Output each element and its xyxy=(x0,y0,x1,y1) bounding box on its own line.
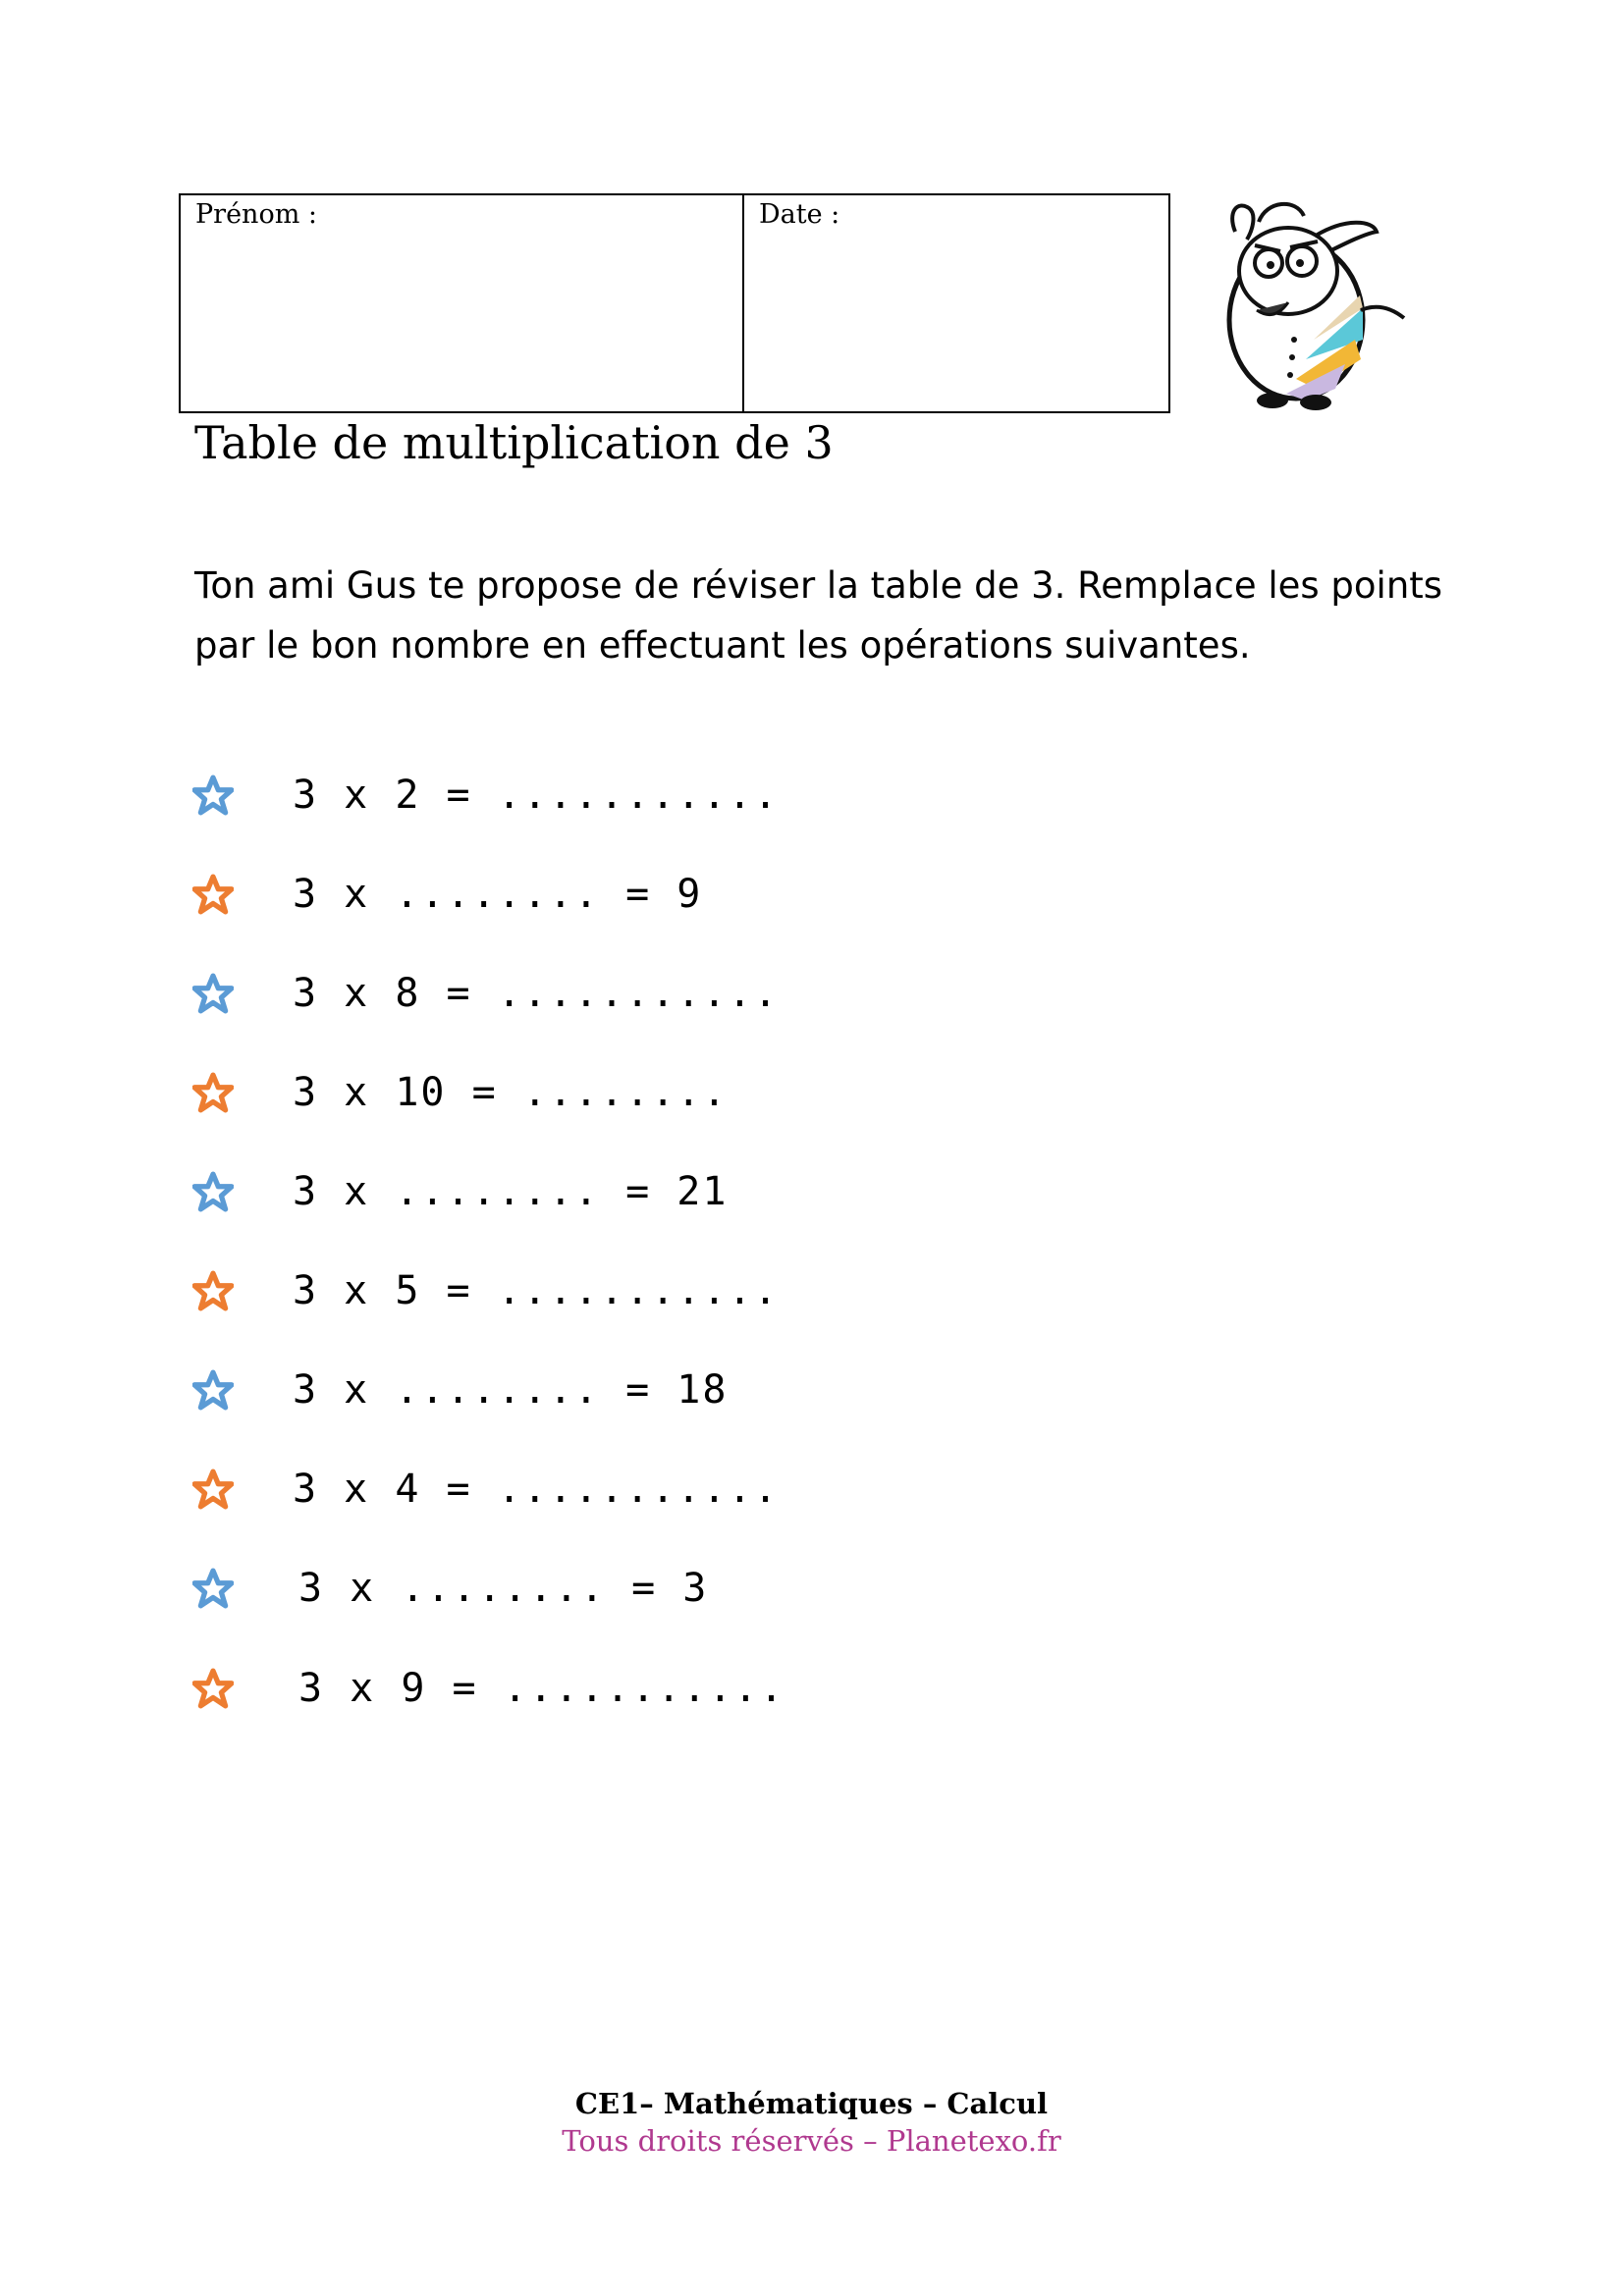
exercise-row[interactable] xyxy=(192,964,780,1023)
exercise-row[interactable] xyxy=(192,1261,780,1320)
orange-star-icon xyxy=(192,1072,234,1113)
exercise-row[interactable] xyxy=(192,1361,728,1419)
instructions-line-2: par le bon nombre en effectuant les opérations suivantes. xyxy=(194,624,1251,667)
date-field[interactable] xyxy=(744,195,1168,411)
prenom-label: Prénom : xyxy=(195,199,317,230)
instructions xyxy=(194,556,1471,675)
blue-star-icon xyxy=(192,1171,234,1212)
equation: 3 x 9 = ........... xyxy=(298,1666,785,1711)
blue-star-icon xyxy=(192,1369,234,1411)
exercise-row[interactable] xyxy=(192,766,780,825)
equation: 3 x ........ = 3 xyxy=(298,1566,709,1611)
equation: 3 x 4 = ........... xyxy=(293,1467,780,1512)
equation: 3 x ........ = 18 xyxy=(293,1367,729,1413)
footer-copyright: Tous droits réservés – Planetexo.fr xyxy=(562,2124,1061,2158)
instructions-line-1: Ton ami Gus te propose de réviser la table de 3. Remplace les points xyxy=(194,564,1443,607)
exercise-row[interactable] xyxy=(192,865,702,924)
blue-star-icon xyxy=(192,1568,234,1609)
orange-star-icon xyxy=(192,1668,234,1709)
footer xyxy=(0,2087,1623,2158)
orange-star-icon xyxy=(192,1270,234,1311)
date-label: Date : xyxy=(759,199,840,230)
exercise-row[interactable] xyxy=(192,1659,785,1718)
blue-star-icon xyxy=(192,774,234,816)
exercise-row[interactable] xyxy=(192,1162,728,1221)
orange-star-icon xyxy=(192,1468,234,1510)
page-title: Table de multiplication de 3 xyxy=(194,416,834,469)
exercise-row[interactable] xyxy=(192,1063,728,1122)
equation: 3 x 5 = ........... xyxy=(293,1268,780,1313)
equation: 3 x 8 = ........... xyxy=(293,971,780,1016)
equation: 3 x ........ = 9 xyxy=(293,872,703,917)
exercise-row[interactable] xyxy=(192,1460,780,1519)
gus-sheep-mascot-icon xyxy=(1198,192,1414,418)
name-date-table xyxy=(179,193,1170,413)
exercise-row[interactable] xyxy=(192,1559,708,1618)
orange-star-icon xyxy=(192,874,234,915)
prenom-field[interactable] xyxy=(181,195,744,411)
blue-star-icon xyxy=(192,973,234,1014)
equation: 3 x ........ = 21 xyxy=(293,1169,729,1214)
equation: 3 x 10 = ........ xyxy=(293,1070,729,1115)
footer-course: CE1– Mathématiques – Calcul xyxy=(574,2087,1049,2120)
equation: 3 x 2 = ........... xyxy=(293,773,780,818)
